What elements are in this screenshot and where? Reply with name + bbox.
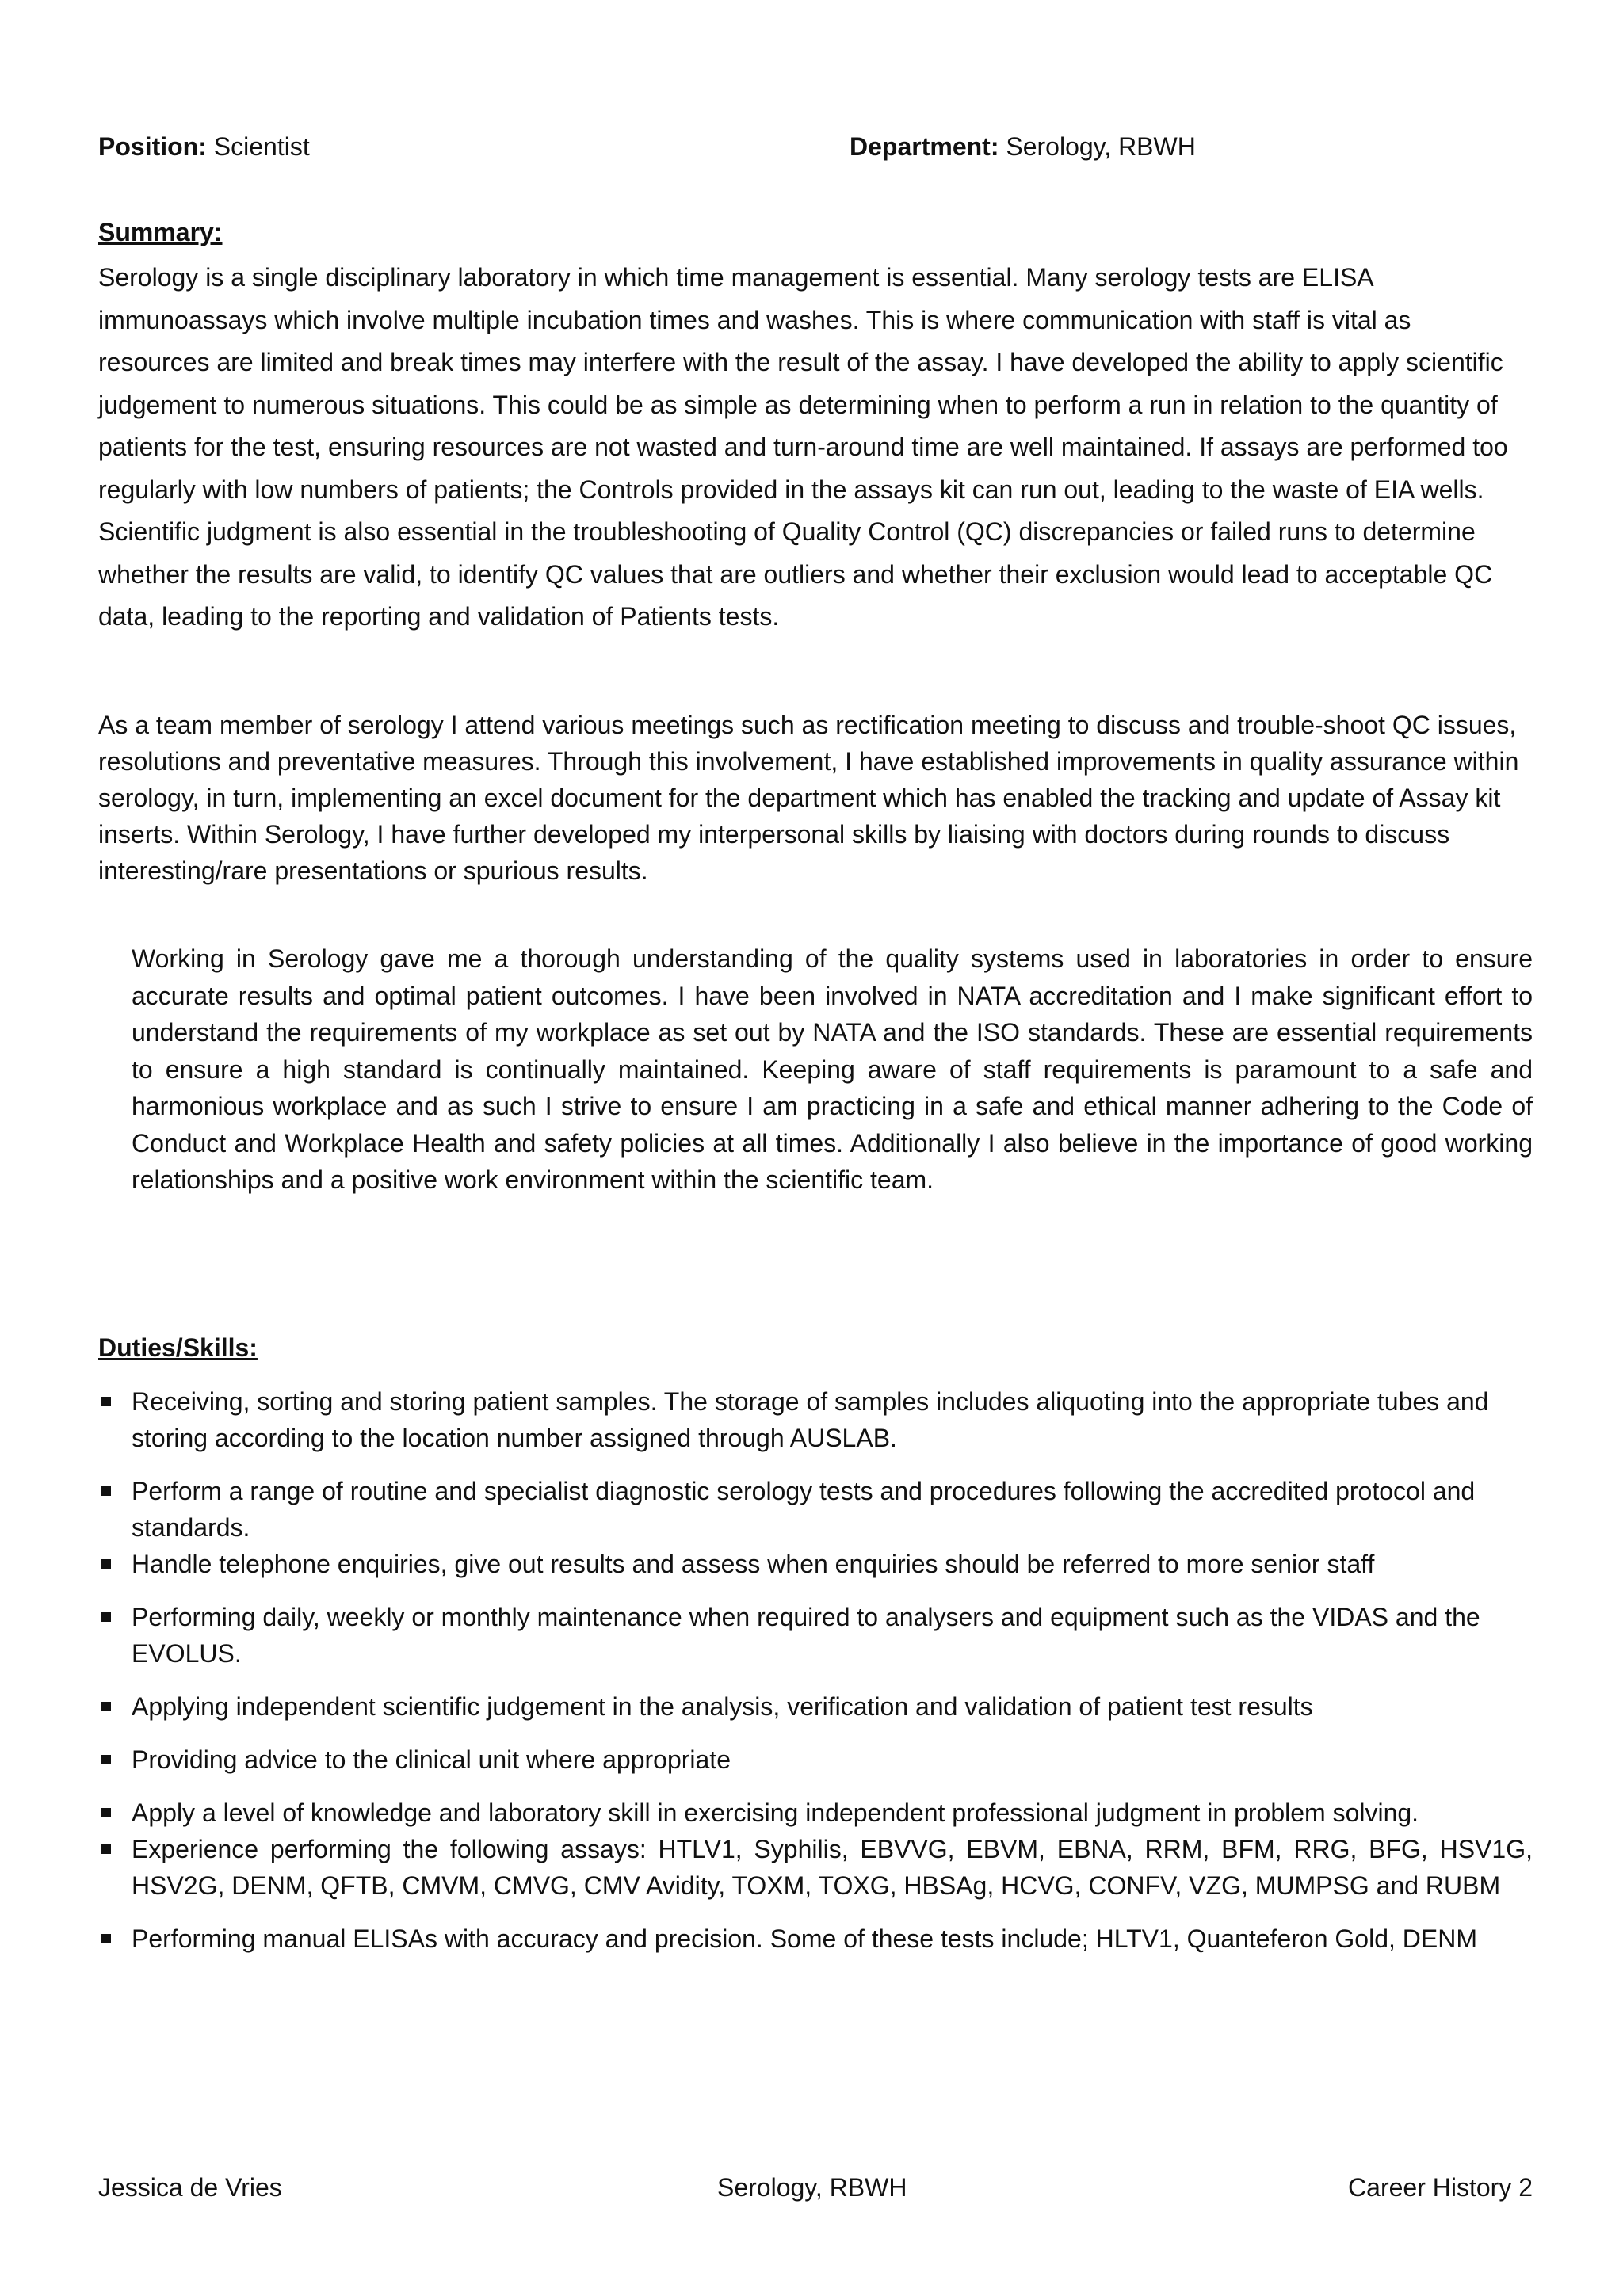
footer-page-label: Career History 2: [1348, 2173, 1533, 2202]
duty-item: [98, 1688, 1533, 1725]
square-bullet-icon: [101, 1612, 111, 1622]
duty-text: Apply a level of knowledge and laboratory skill in exercising independent professional judgment in problem solving.: [132, 1798, 1419, 1827]
square-bullet-icon: [101, 1934, 111, 1943]
square-bullet-icon: [101, 1559, 111, 1569]
duty-item: [98, 1920, 1533, 1957]
department-label: Department:: [850, 132, 999, 161]
duty-item: [98, 1599, 1533, 1672]
department-value: Serology, RBWH: [1006, 132, 1196, 161]
duty-text: Providing advice to the clinical unit where appropriate: [132, 1745, 731, 1774]
position-value: Scientist: [213, 132, 310, 161]
duty-item: [98, 1794, 1533, 1831]
header-row: [98, 130, 1533, 168]
duty-item: [98, 1383, 1533, 1456]
page-footer: [98, 2171, 1533, 2209]
department-field: [850, 130, 1196, 164]
square-bullet-icon: [101, 1397, 111, 1406]
duty-text: Experience performing the following assays: HTLV1, Syphilis, EBVVG, EBVM, EBNA, RRM, BFM, RRG, BFG, HSV1G, HSV2G, DENM, QFTB, CMVM, CMVG, CMV Avidity, TOXM, TOXG, HBSAg, HCVG, CONFV, VZG, MUMPSG and RUBM: [132, 1835, 1533, 1900]
duty-item: [98, 1546, 1533, 1582]
position-label: Position:: [98, 132, 207, 161]
square-bullet-icon: [101, 1702, 111, 1711]
duty-text: Performing daily, weekly or monthly maintenance when required to analysers and equipment such as the VIDAS and the EVOLUS.: [132, 1603, 1480, 1668]
duty-text: Performing manual ELISAs with accuracy and precision. Some of these tests include; HLTV1, Quanteferon Gold, DENM: [132, 1924, 1477, 1953]
summary-heading: Summary:: [98, 218, 223, 246]
footer-department: Serology, RBWH: [717, 2173, 907, 2202]
footer-author: Jessica de Vries: [98, 2173, 282, 2202]
square-bullet-icon: [101, 1486, 111, 1496]
summary-paragraph-2: As a team member of serology I attend various meetings such as rectification meeting to discuss and trouble-shoot QC issues, resolutions and preventative measures. Through this involvement, I have established improvements in quality assurance within serology, in turn, implementing an excel document for the department which has enabled the tracking and update of Assay kit inserts. Within Serology, I have further developed my interpersonal skills by liaising with doctors during rounds to discuss interesting/rare presentations or spurious results.: [98, 711, 1519, 885]
summary-paragraph-3: Working in Serology gave me a thorough understanding of the quality systems used in laboratories in order to ensure accurate results and optimal patient outcomes. I have been involved in NATA accreditation and I make significant effort to understand the requirements of my workplace as set out by NATA and the ISO standards. These are essential requirements to ensure a high standard is continually maintained. Keeping aware of staff requirements is paramount to a safe and harmonious workplace and as such I strive to ensure I am practicing in a safe and ethical manner adhering to the Code of Conduct and Workplace Health and safety policies at all times. Additionally I also believe in the importance of good working relationships and a positive work environment within the scientific team.: [132, 944, 1533, 1194]
duty-item: [98, 1831, 1533, 1904]
square-bullet-icon: [101, 1808, 111, 1817]
duty-text: Handle telephone enquiries, give out results and assess when enquiries should be referred to more senior staff: [132, 1550, 1375, 1578]
duty-text: Applying independent scientific judgement in the analysis, verification and validation of patient test results: [132, 1692, 1313, 1721]
square-bullet-icon: [101, 1844, 111, 1854]
duties-list: [98, 1383, 1533, 1974]
position-field: [98, 130, 310, 164]
duty-item: [98, 1473, 1533, 1546]
duty-item: [98, 1741, 1533, 1778]
square-bullet-icon: [101, 1755, 111, 1764]
duty-text: Receiving, sorting and storing patient samples. The storage of samples includes aliquoting into the appropriate tubes and storing according to the location number assigned through AUSLAB.: [132, 1387, 1489, 1452]
duties-heading: Duties/Skills:: [98, 1333, 258, 1362]
summary-paragraph-1: Serology is a single disciplinary laboratory in which time management is essential. Many serology tests are ELISA immunoassays which involve multiple incubation times and washes. This is where communication with staff is vital as resources are limited and break times may interfere with the result of the assay. I have developed the ability to apply scientific judgement to numerous situations. This could be as simple as determining when to perform a run in relation to the quantity of patients for the test, ensuring resources are not wasted and turn-around time are well maintained. If assays are performed too regularly with low numbers of patients; the Controls provided in the assays kit can run out, leading to the waste of EIA wells. Scientific judgment is also essential in the troubleshooting of Quality Control (QC) discrepancies or failed runs to determine whether the results are valid, to identify QC values that are outliers and whether their exclusion would lead to acceptable QC data, leading to the reporting and validation of Patients tests.: [98, 263, 1508, 631]
duty-text: Perform a range of routine and specialist diagnostic serology tests and procedures following the accredited protocol and standards.: [132, 1477, 1476, 1542]
